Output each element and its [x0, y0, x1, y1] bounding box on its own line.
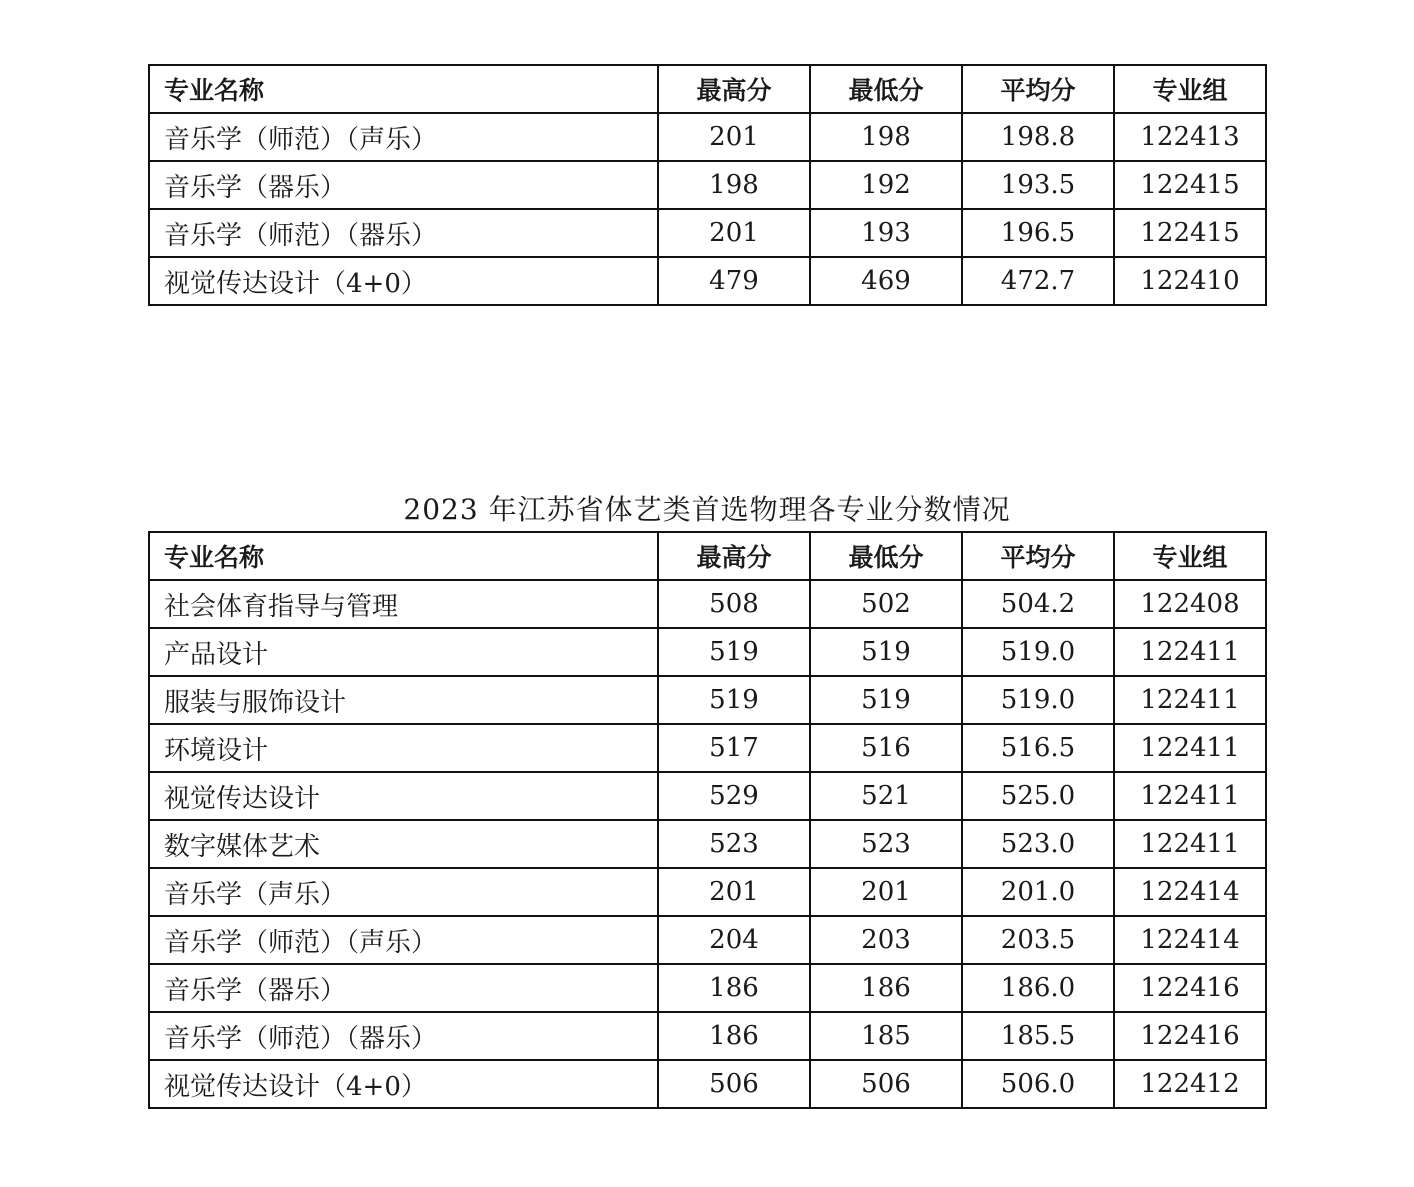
cell-min-score: 198 [810, 113, 962, 161]
cell-major-group: 122416 [1114, 1012, 1266, 1060]
header-major-name: 专业名称 [149, 532, 658, 580]
cell-min-score: 523 [810, 820, 962, 868]
cell-min-score: 519 [810, 628, 962, 676]
cell-major-name: 音乐学（器乐） [149, 161, 658, 209]
cell-major-group: 122414 [1114, 868, 1266, 916]
cell-major-group: 122411 [1114, 724, 1266, 772]
table-row [149, 580, 1266, 628]
table-row [149, 209, 1266, 257]
table-row [149, 868, 1266, 916]
cell-min-score: 521 [810, 772, 962, 820]
cell-major-name: 音乐学（师范）（器乐） [149, 209, 658, 257]
cell-min-score: 519 [810, 676, 962, 724]
cell-min-score: 186 [810, 964, 962, 1012]
cell-min-score: 201 [810, 868, 962, 916]
cell-major-name: 产品设计 [149, 628, 658, 676]
cell-major-name: 服装与服饰设计 [149, 676, 658, 724]
table-row [149, 916, 1266, 964]
cell-major-name: 数字媒体艺术 [149, 820, 658, 868]
cell-max-score: 201 [658, 868, 810, 916]
table-row [149, 820, 1266, 868]
header-max-score: 最高分 [658, 532, 810, 580]
cell-major-name: 音乐学（器乐） [149, 964, 658, 1012]
cell-major-group: 122415 [1114, 161, 1266, 209]
cell-avg-score: 504.2 [962, 580, 1114, 628]
table-row [149, 257, 1266, 305]
cell-major-group: 122408 [1114, 580, 1266, 628]
cell-major-group: 122411 [1114, 676, 1266, 724]
header-avg-score: 平均分 [962, 532, 1114, 580]
table-row [149, 676, 1266, 724]
header-min-score: 最低分 [810, 532, 962, 580]
cell-min-score: 185 [810, 1012, 962, 1060]
cell-max-score: 523 [658, 820, 810, 868]
cell-major-name: 社会体育指导与管理 [149, 580, 658, 628]
cell-avg-score: 506.0 [962, 1060, 1114, 1108]
header-max-score: 最高分 [658, 65, 810, 113]
cell-avg-score: 523.0 [962, 820, 1114, 868]
cell-major-name: 音乐学（师范）（声乐） [149, 113, 658, 161]
cell-avg-score: 519.0 [962, 676, 1114, 724]
cell-max-score: 201 [658, 113, 810, 161]
table-row [149, 724, 1266, 772]
header-min-score: 最低分 [810, 65, 962, 113]
table-row [149, 628, 1266, 676]
table-row [149, 1012, 1266, 1060]
cell-max-score: 529 [658, 772, 810, 820]
cell-avg-score: 525.0 [962, 772, 1114, 820]
cell-major-group: 122413 [1114, 113, 1266, 161]
cell-avg-score: 185.5 [962, 1012, 1114, 1060]
cell-min-score: 506 [810, 1060, 962, 1108]
cell-major-group: 122412 [1114, 1060, 1266, 1108]
cell-major-group: 122411 [1114, 628, 1266, 676]
cell-max-score: 519 [658, 628, 810, 676]
cell-major-group: 122416 [1114, 964, 1266, 1012]
cell-major-name: 环境设计 [149, 724, 658, 772]
cell-major-name: 视觉传达设计 [149, 772, 658, 820]
header-major-group: 专业组 [1114, 532, 1266, 580]
cell-major-group: 122415 [1114, 209, 1266, 257]
cell-avg-score: 516.5 [962, 724, 1114, 772]
cell-max-score: 204 [658, 916, 810, 964]
cell-major-name: 音乐学（声乐） [149, 868, 658, 916]
cell-avg-score: 203.5 [962, 916, 1114, 964]
cell-avg-score: 198.8 [962, 113, 1114, 161]
cell-avg-score: 186.0 [962, 964, 1114, 1012]
table-row [149, 964, 1266, 1012]
cell-max-score: 508 [658, 580, 810, 628]
cell-max-score: 186 [658, 1012, 810, 1060]
cell-major-name: 音乐学（师范）（器乐） [149, 1012, 658, 1060]
cell-avg-score: 193.5 [962, 161, 1114, 209]
table-title: 2023 年江苏省体艺类首选物理各专业分数情况 [403, 493, 1011, 526]
cell-major-name: 音乐学（师范）（声乐） [149, 916, 658, 964]
table-row [149, 113, 1266, 161]
cell-major-name: 视觉传达设计（4+0） [149, 257, 658, 305]
cell-min-score: 203 [810, 916, 962, 964]
score-table-previous [148, 64, 1267, 306]
cell-min-score: 469 [810, 257, 962, 305]
cell-avg-score: 196.5 [962, 209, 1114, 257]
cell-min-score: 502 [810, 580, 962, 628]
cell-major-group: 122411 [1114, 772, 1266, 820]
cell-avg-score: 201.0 [962, 868, 1114, 916]
table-header-row [149, 532, 1266, 580]
table-header-row [149, 65, 1266, 113]
cell-min-score: 516 [810, 724, 962, 772]
cell-max-score: 506 [658, 1060, 810, 1108]
cell-max-score: 519 [658, 676, 810, 724]
cell-min-score: 193 [810, 209, 962, 257]
table-row [149, 1060, 1266, 1108]
table-body [149, 113, 1266, 305]
cell-max-score: 198 [658, 161, 810, 209]
header-major-name: 专业名称 [149, 65, 658, 113]
header-major-group: 专业组 [1114, 65, 1266, 113]
cell-max-score: 186 [658, 964, 810, 1012]
score-table-2023-physics [148, 531, 1267, 1109]
cell-avg-score: 519.0 [962, 628, 1114, 676]
header-avg-score: 平均分 [962, 65, 1114, 113]
cell-min-score: 192 [810, 161, 962, 209]
cell-major-group: 122410 [1114, 257, 1266, 305]
table-body [149, 580, 1266, 1108]
cell-max-score: 201 [658, 209, 810, 257]
table-row [149, 772, 1266, 820]
cell-avg-score: 472.7 [962, 257, 1114, 305]
cell-max-score: 517 [658, 724, 810, 772]
cell-max-score: 479 [658, 257, 810, 305]
cell-major-name: 视觉传达设计（4+0） [149, 1060, 658, 1108]
cell-major-group: 122411 [1114, 820, 1266, 868]
table-row [149, 161, 1266, 209]
cell-major-group: 122414 [1114, 916, 1266, 964]
